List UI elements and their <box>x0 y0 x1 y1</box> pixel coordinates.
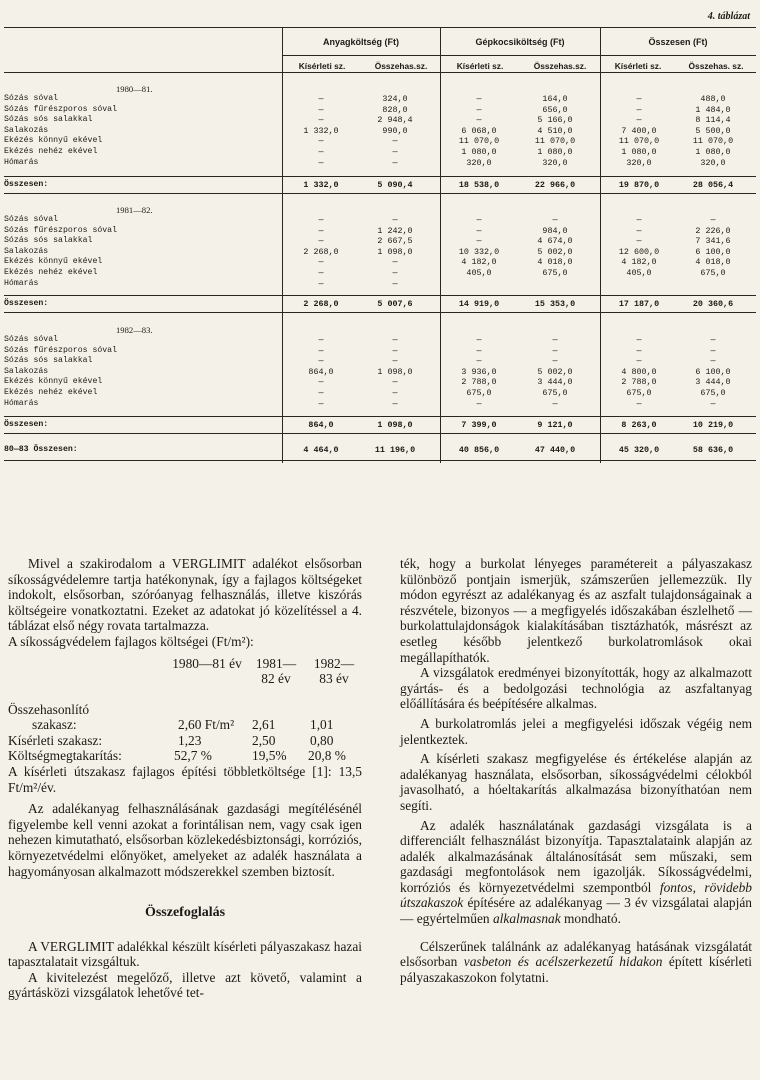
table-cell: 828,0 <box>382 104 408 115</box>
table-cell: — <box>392 157 398 168</box>
table-cell: 5 002,0 <box>537 246 573 257</box>
stats-label: szakasz: <box>32 717 77 733</box>
table-cell: 1 098,0 <box>377 246 413 257</box>
group-header-total: Összesen (Ft) <box>648 37 708 47</box>
table-cell: — <box>476 345 482 356</box>
stats-value: 19,5% <box>252 748 287 764</box>
section-rule <box>4 433 756 434</box>
table-cell: 7 399,0 <box>461 420 497 430</box>
table-cell: — <box>392 345 398 356</box>
stats-value: 1,23 <box>178 732 202 748</box>
total-row <box>0 420 760 430</box>
table-cell: 1 332,0 <box>303 180 339 190</box>
year-label: 1980—81 év <box>172 655 242 671</box>
table-cell: — <box>476 398 482 409</box>
subheader: Kísérleti sz. <box>298 61 346 71</box>
table-cell: 6 100,0 <box>695 366 731 377</box>
row-label: 80—83 Összesen: <box>4 445 78 454</box>
table-row <box>0 94 760 104</box>
table-row <box>0 279 760 289</box>
table-cell: 2 226,0 <box>695 225 731 236</box>
section-rule <box>4 193 756 194</box>
row-label: Sózás sóval <box>4 335 59 344</box>
table-cell: 4 800,0 <box>621 366 657 377</box>
row-label: Ekézés könnyű ekével <box>4 257 103 267</box>
table-cell: — <box>636 345 642 356</box>
table-cell: 675,0 <box>700 388 726 398</box>
table-cell: 9 121,0 <box>537 420 573 430</box>
table-cell: — <box>318 94 324 104</box>
paragraph: A kivitelezést megelőző, illetve azt követő, valamint a gyártásközi vizsgálatok lehetővé tet- <box>8 969 362 1001</box>
table-row <box>0 268 760 278</box>
table-cell: — <box>392 377 398 388</box>
row-label: Ekézés nehéz ekével <box>4 268 98 277</box>
table-cell: — <box>318 335 324 345</box>
table-cell: — <box>392 278 398 289</box>
emphasis: fontos, rövidebb útszakaszok <box>400 879 752 911</box>
table-cell: 12 600,0 <box>618 246 660 257</box>
table-cell: 4 018,0 <box>537 257 573 268</box>
stats-value: 52,7 % <box>174 748 212 764</box>
table-cell: 2 788,0 <box>621 377 657 388</box>
section-rule <box>4 416 756 417</box>
table-cell: 6 100,0 <box>695 246 731 257</box>
subheader: Kísérleti sz. <box>614 61 662 71</box>
table-cell: 3 444,0 <box>537 377 573 388</box>
row-label: Hómarás <box>4 278 39 288</box>
table-cell: 1 242,0 <box>377 225 413 236</box>
table-cell: — <box>318 104 324 115</box>
row-label: Sózás sóval <box>4 215 59 224</box>
grand-total-row <box>0 445 760 455</box>
table-cell: 320,0 <box>542 157 568 168</box>
table-cell: — <box>552 335 558 345</box>
emphasis: vasbeton és acélszerkezetű hidakon <box>463 954 663 970</box>
table-cell: 15 353,0 <box>534 299 576 309</box>
year-label: 1982— 83 év <box>313 655 355 687</box>
table-cell: 8 114,4 <box>695 115 731 126</box>
table-row <box>0 377 760 387</box>
table-cell: 11 070,0 <box>534 136 576 147</box>
table-cell: — <box>476 335 482 345</box>
table-cell: — <box>552 215 558 225</box>
header-bottom-rule <box>4 72 756 73</box>
table-cell: 19 870,0 <box>618 180 660 190</box>
row-label: Sózás fűrészporos sóval <box>4 345 118 355</box>
stats-row <box>8 702 362 718</box>
stats-row <box>8 733 362 749</box>
table-cell: 3 444,0 <box>695 377 731 388</box>
table-row <box>0 367 760 377</box>
table-cell: 2 948,4 <box>377 115 413 126</box>
paragraph: Az adalékanyag felhasználásának gazdasági megítélésénél figyelembe kell venni azokat a forintálisan nem, vagy csak igen nehezen kimutatható, elsősorban közlekedésbiztonsági, korróziós, környezetvédelmi előnyöket, amelyeket az adalék használata a hagyományosan alkalmazott módszerekkel szemben biztosít. <box>8 801 362 879</box>
table-cell: 4 510,0 <box>537 125 573 136</box>
table-cell: 656,0 <box>542 104 568 115</box>
table-cell: — <box>392 215 398 225</box>
table-cell: — <box>710 335 716 345</box>
row-label: Sózás fűrészporos sóval <box>4 104 118 114</box>
table-row <box>0 236 760 246</box>
stats-value: 1,01 <box>310 717 334 733</box>
table-cell: 3 936,0 <box>461 366 497 377</box>
table-cell: — <box>318 115 324 126</box>
year-label: 1981— 82 év <box>255 655 297 687</box>
table-cell: 675,0 <box>542 388 568 398</box>
stats-year-header <box>8 656 362 692</box>
row-label: Sózás fűrészporos sóval <box>4 225 118 235</box>
table-cell: — <box>318 157 324 168</box>
table-cell: 320,0 <box>700 157 726 168</box>
table-cell: — <box>636 356 642 367</box>
table-cell: 1 080,0 <box>621 147 657 157</box>
table-cell: — <box>318 356 324 367</box>
table-cell: 1 332,0 <box>303 125 339 136</box>
text-run: mondható. <box>564 911 621 927</box>
table-row <box>0 335 760 345</box>
table-cell: 7 400,0 <box>621 125 657 136</box>
table-caption: 4. táblázat <box>707 11 750 22</box>
table-cell: 1 080,0 <box>537 147 573 157</box>
table-cell: — <box>552 356 558 367</box>
table-cell: — <box>476 115 482 126</box>
table-cell: 864,0 <box>308 420 334 430</box>
table-cell: — <box>318 147 324 157</box>
table-row <box>0 257 760 267</box>
section-rule <box>4 312 756 313</box>
table-cell: 5 500,0 <box>695 125 731 136</box>
table-cell: 984,0 <box>542 225 568 236</box>
stats-label: Kísérleti szakasz: <box>8 732 103 748</box>
left-text-column <box>8 556 362 1001</box>
subheader: Összehas. sz. <box>688 61 744 71</box>
table-bottom-rule <box>4 460 756 461</box>
row-label: Sózás sóval <box>4 94 59 103</box>
table-row <box>0 247 760 257</box>
paragraph: ték, hogy a burkolat lényeges paramétereit a pályaszakasz különböző pontjain ismerjük, számszerűen jellemezzük. Ily módon egyrészt az adalékanyag és az aszfalt tulajdonságainak a részvétele, bizonyos — a megfigyelés időszakában észlelhető — burkolattulajdonságok kialakításában tisztázhatók, másrészt az esetleg később jelentkező burkolatromlások okai megállapíthatók. <box>400 556 752 665</box>
row-label: Ekézés könnyű ekével <box>4 136 103 146</box>
table-cell: 324,0 <box>382 94 408 104</box>
table-cell: — <box>710 356 716 367</box>
table-cell: 405,0 <box>626 268 652 278</box>
total-row <box>0 180 760 190</box>
row-label: Sózás sós salakkal <box>4 356 93 366</box>
table-row <box>0 226 760 236</box>
paragraph: A kísérleti útszakasz fajlagos építési többletköltsége [1]: 13,5 Ft/m²/év. <box>8 763 362 795</box>
table-cell: — <box>392 147 398 157</box>
table-cell: 675,0 <box>626 388 652 398</box>
stats-value: 2,60 Ft/m² <box>178 717 235 733</box>
row-label: Salakozás <box>4 246 49 256</box>
stats-value: 0,80 <box>310 732 334 748</box>
table-cell: 4 182,0 <box>621 257 657 268</box>
table-cell: 40 856,0 <box>458 445 500 455</box>
table-cell: 1 098,0 <box>377 420 413 430</box>
row-label: Ekézés könnyű ekével <box>4 377 103 387</box>
table-row <box>0 136 760 146</box>
stats-row <box>8 717 362 733</box>
row-label: Összesen: <box>4 180 49 189</box>
table-cell: 20 360,6 <box>692 299 734 309</box>
section-year: 1980—81. <box>116 84 153 94</box>
total-row <box>0 299 760 309</box>
table-cell: — <box>552 398 558 409</box>
table-cell: 4 674,0 <box>537 236 573 247</box>
table-cell: 14 919,0 <box>458 299 500 309</box>
table-cell: — <box>318 377 324 388</box>
group-header-vehicle: Gépkocsiköltség (Ft) <box>475 37 565 47</box>
subheader: Összehas.sz. <box>374 61 428 71</box>
table-cell: 320,0 <box>626 157 652 168</box>
table-cell: 1 080,0 <box>461 147 497 157</box>
table-cell: — <box>318 215 324 225</box>
table-cell: 58 636,0 <box>692 445 734 455</box>
table-row <box>0 158 760 168</box>
table-cell: — <box>710 398 716 409</box>
table-cell: 675,0 <box>542 268 568 278</box>
table-row <box>0 126 760 136</box>
table-cell: — <box>318 388 324 398</box>
table-cell: 1 098,0 <box>377 366 413 377</box>
table-cell: 28 056,4 <box>692 180 734 190</box>
group-rule <box>282 55 756 56</box>
table-cell: — <box>476 356 482 367</box>
table-cell: 864,0 <box>308 366 334 377</box>
table-row <box>0 105 760 115</box>
paragraph: A síkosságvédelem fajlagos költségei (Ft/m²): <box>8 633 254 649</box>
table-cell: — <box>392 388 398 398</box>
table-cell: 4 182,0 <box>461 257 497 268</box>
subheader: Összehas.sz. <box>533 61 587 71</box>
table-cell: 6 068,0 <box>461 125 497 136</box>
table-cell: — <box>636 398 642 409</box>
section-rule <box>4 295 756 296</box>
table-cell: — <box>318 398 324 409</box>
table-cell: 11 070,0 <box>692 136 734 147</box>
row-label: Összesen: <box>4 420 49 429</box>
paragraph: A kísérleti szakasz megfigyelése és értékelése alapján az adalékanyag használata, elsősorban, síkosságvédelmi célokból javasolható, a hóeltakarítás alkalmazása bizonyíthatóan nem segíti. <box>400 751 752 813</box>
table-cell: 2 268,0 <box>303 299 339 309</box>
table-cell: 10 332,0 <box>458 246 500 257</box>
table-cell: 10 219,0 <box>692 420 734 430</box>
table-cell: 45 320,0 <box>618 445 660 455</box>
table-cell: 488,0 <box>700 94 726 104</box>
stats-value: 2,50 <box>252 732 276 748</box>
table-cell: — <box>476 236 482 247</box>
text-run: építésére az adalékanyag — 3 év vizsgálatai alapján — egyértelműen <box>400 895 752 927</box>
table-cell: — <box>318 136 324 147</box>
table-row <box>0 399 760 409</box>
table-row <box>0 388 760 398</box>
stats-row <box>8 748 362 764</box>
subheader: Kísérleti sz. <box>456 61 504 71</box>
table-cell: 8 263,0 <box>621 420 657 430</box>
table-cell: 405,0 <box>466 268 492 278</box>
section-year: 1982—83. <box>116 325 153 335</box>
table-cell: — <box>636 215 642 225</box>
paragraph: Mivel a szakirodalom a VERGLIMIT adalékot elsősorban síkosságvédelemre tartja hatékonynak, így a fajlagos költségeket indokolt, elsősorban, szóróanyag felhasználás, illetve kiszórás költségeire vonatkoztatni. Ezeket az adatokat jó közelítéssel a 4. táblázat első négy rovata tartalmazza. <box>8 556 362 634</box>
group-header-material: Anyagköltség (Ft) <box>322 37 399 47</box>
table-cell: — <box>710 215 716 225</box>
table-row <box>0 115 760 125</box>
stats-label: Költségmegtakarítás: <box>8 748 122 764</box>
row-label: Sózás sós salakkal <box>4 236 93 246</box>
cost-table <box>0 0 760 470</box>
table-cell: 4 018,0 <box>695 257 731 268</box>
table-row <box>0 215 760 225</box>
text-run: Az adalék használatának gazdasági vizsgálata is a differenciált felhasználást bizonyítja. Tapasztalataink alapján az adalék alkalmazásának általánosítását sem műszaki, sem gazdasági megfontolások nem igazolják. Síkosságvédelmi, korróziós és környezetvédelmi szempontból <box>400 817 752 895</box>
table-cell: — <box>636 104 642 115</box>
paragraph: A vizsgálatok eredményei bizonyították, hogy az alkalmazott gyártás- és a bedolgozási technológia az aszfaltanyag előállítására és beépítésére alkalmas. <box>400 665 752 712</box>
stats-value: 20,8 % <box>308 748 346 764</box>
right-text-column <box>400 556 752 985</box>
section-heading: Összefoglalás <box>144 905 226 921</box>
table-cell: 2 268,0 <box>303 246 339 257</box>
table-cell: — <box>392 268 398 278</box>
table-cell: — <box>476 104 482 115</box>
stats-label: Összehasonlító <box>8 701 90 717</box>
table-cell: — <box>636 94 642 104</box>
section-rule <box>4 176 756 177</box>
table-cell: 47 440,0 <box>534 445 576 455</box>
stats-value: 2,61 <box>252 717 276 733</box>
table-cell: — <box>476 215 482 225</box>
row-label: Hómarás <box>4 157 39 167</box>
table-cell: 675,0 <box>466 388 492 398</box>
table-cell: 4 464,0 <box>303 445 339 455</box>
row-label: Salakozás <box>4 125 49 135</box>
table-cell: 18 538,0 <box>458 180 500 190</box>
table-cell: 1 484,0 <box>695 104 731 115</box>
table-row <box>0 346 760 356</box>
paragraph: A burkolatromlás jelei a megfigyelési időszak végéig nem jelentkeztek. <box>400 715 752 747</box>
table-cell: — <box>318 257 324 268</box>
table-top-rule <box>4 27 756 28</box>
table-cell: 164,0 <box>542 94 568 104</box>
table-cell: 320,0 <box>466 157 492 168</box>
table-cell: 11 196,0 <box>374 445 416 455</box>
table-row <box>0 147 760 157</box>
table-cell: 2 667,5 <box>377 236 413 247</box>
table-cell: — <box>392 335 398 345</box>
table-cell: — <box>636 236 642 247</box>
table-cell: 11 070,0 <box>458 136 500 147</box>
row-label: Ekézés nehéz ekével <box>4 147 98 156</box>
row-label: Ekézés nehéz ekével <box>4 388 98 397</box>
emphasis: alkalmasnak <box>492 911 561 927</box>
table-cell: 11 070,0 <box>618 136 660 147</box>
table-cell: 5 166,0 <box>537 115 573 126</box>
table-cell: — <box>318 345 324 356</box>
table-cell: 7 341,6 <box>695 236 731 247</box>
table-cell: — <box>392 257 398 268</box>
text-run: épített kísérleti pályaszakaszokon folytatni. <box>400 954 752 985</box>
table-cell: 2 788,0 <box>461 377 497 388</box>
table-cell: — <box>318 268 324 278</box>
table-cell: — <box>476 94 482 104</box>
table-cell: — <box>392 398 398 409</box>
table-cell: 5 007,6 <box>377 299 413 309</box>
table-cell: — <box>392 356 398 367</box>
table-cell: 990,0 <box>382 125 408 136</box>
table-cell: 675,0 <box>700 268 726 278</box>
table-cell: — <box>552 345 558 356</box>
table-cell: — <box>636 115 642 126</box>
section-year: 1981—82. <box>116 205 153 215</box>
table-cell: 17 187,0 <box>618 299 660 309</box>
row-label: Összesen: <box>4 299 49 308</box>
table-cell: — <box>710 345 716 356</box>
row-label: Hómarás <box>4 398 39 408</box>
table-cell: — <box>636 335 642 345</box>
table-cell: — <box>318 225 324 236</box>
table-cell: 5 002,0 <box>537 366 573 377</box>
table-cell: 5 090,4 <box>377 180 413 190</box>
table-cell: 1 080,0 <box>695 147 731 157</box>
paragraph: A VERGLIMIT adalékkal készült kísérleti pályaszakasz hazai tapasztalatait vizsgáltuk. <box>8 938 362 970</box>
row-label: Salakozás <box>4 366 49 376</box>
table-cell: 22 966,0 <box>534 180 576 190</box>
row-label: Sózás sós salakkal <box>4 115 93 125</box>
table-cell: — <box>318 236 324 247</box>
table-cell: — <box>392 136 398 147</box>
paragraph <box>400 818 752 927</box>
cost-stats <box>8 656 362 764</box>
table-cell: — <box>318 278 324 289</box>
table-cell: — <box>476 225 482 236</box>
paragraph <box>400 939 752 986</box>
table-cell: — <box>636 225 642 236</box>
table-row <box>0 356 760 366</box>
text-run: Célszerűnek találnánk az adalékanyag hatásának vizsgálatát elsősorban <box>400 938 752 970</box>
